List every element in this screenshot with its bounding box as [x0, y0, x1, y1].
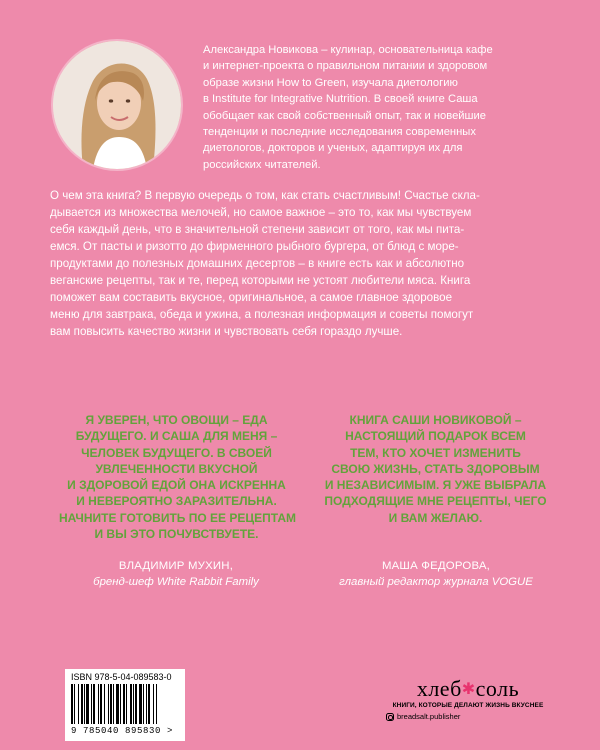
description-line: поможет вам составить вкусное, оригинальное, а самое главное здоровое	[50, 291, 453, 304]
description-line: О чем эта книга? В первую очередь о том, как стать счастливым! Счастье скла-	[50, 189, 480, 202]
quote-line: УВЛЕЧЕННОСТИ ВКУСНОЙ	[95, 461, 258, 476]
quote-line: И НЕЗАВИСИМЫМ. Я УЖЕ ВЫБРАЛА	[324, 478, 547, 493]
publisher-slogan: КНИГИ, КОТОРЫЕ ДЕЛАЮТ ЖИЗНЬ ВКУСНЕЕ	[392, 702, 544, 709]
logo-text-left: хлеб	[416, 676, 462, 701]
quote-line: И ЗДОРОВОЙ ЕДОЙ ОНА ИСКРЕННА	[67, 478, 286, 493]
barcode-number: 9 785040 895830 >	[71, 726, 174, 736]
description-line: дывается из множества мелочей, но самое важное – это то, как мы чувствуем	[50, 206, 472, 219]
quote-line: Я УВЕРЕН, ЧТО ОВОЩИ – ЕДА	[85, 413, 268, 427]
bio-line: образе жизни How to Green, изучала диетологию	[203, 76, 458, 89]
book-description	[50, 187, 555, 340]
author-bio	[203, 42, 548, 173]
barcode-bars	[69, 684, 181, 726]
quote-line: БУДУЩЕГО. И САША ДЛЯ МЕНЯ –	[75, 429, 278, 444]
description-line: веганские рецепты, так и те, перед которыми не устоят любители мяса. Книга	[50, 274, 471, 287]
description-line: емся. От пасты и ризотто до фирменного рыбного бургера, от блюд с море-	[50, 240, 459, 253]
testimonial-quote-left	[59, 412, 297, 542]
quote-line: ЧЕЛОВЕК БУДУЩЕГО. В СВОЕЙ	[81, 445, 272, 460]
instagram-handle	[386, 712, 558, 721]
description-line: вам повысить качество жизни и чувствовать себя гораздо лучше.	[50, 325, 403, 338]
quote-line: НАСТОЯЩИЙ ПОДАРОК ВСЕМ	[345, 429, 526, 444]
publisher-block	[378, 676, 558, 721]
description-line: продуктами до полезных домашних десертов – в книге есть как и абсолютно	[50, 257, 465, 270]
quote-line: СВОЮ ЖИЗНЬ, СТАТЬ ЗДОРОВЫМ	[331, 461, 540, 476]
description-line: себя каждый день, что в значительной степени зависит от того, как мы пита-	[50, 223, 465, 236]
description-line: меню для завтрака, обеда и ужина, а полезная информация и советы помогут	[50, 308, 474, 321]
bio-line: в Institute for Integrative Nutrition. В своей книге Саша	[203, 93, 478, 106]
author-photo	[53, 41, 181, 169]
isbn-barcode	[65, 669, 185, 741]
testimonial-author-role: бренд-шеф White Rabbit Family	[93, 576, 259, 588]
testimonial-attribution-left	[56, 558, 296, 590]
bio-line: тенденции и последние исследования современных	[203, 126, 476, 139]
isbn-text: ISBN 978-5-04-089583-0	[71, 672, 172, 682]
quote-line: И ВАМ ЖЕЛАЮ.	[388, 510, 483, 525]
quote-line: КНИГА САШИ НОВИКОВОЙ –	[349, 413, 522, 427]
bio-line: Александра Новикова – кулинар, основательница кафе	[203, 44, 493, 56]
publisher-logo	[378, 676, 558, 702]
logo-text-right: соль	[475, 676, 520, 701]
testimonial-quote-right	[318, 412, 553, 526]
quote-line: ТЕМ, КТО ХОЧЕТ ИЗМЕНИТЬ	[350, 445, 521, 460]
instagram-icon	[386, 713, 394, 721]
quote-line: И НЕВЕРОЯТНО ЗАРАЗИТЕЛЬНА.	[76, 494, 277, 509]
testimonial-attribution-right	[316, 558, 556, 590]
bio-line: и интернет-проекта о правильном питании и здоровом	[203, 60, 488, 73]
bio-line: обобщает как свой собственный опыт, так и новейшие	[203, 109, 486, 122]
testimonial-author-role: главный редактор журнала VOGUE	[339, 576, 533, 588]
testimonial-author-name: ВЛАДИМИР МУХИН,	[118, 560, 234, 572]
quote-line: НАЧНИТЕ ГОТОВИТЬ ПО ЕЕ РЕЦЕПТАМ	[59, 510, 297, 525]
quote-line: ПОДХОДЯЩИЕ МНЕ РЕЦЕПТЫ, ЧЕГО	[324, 494, 547, 509]
testimonial-author-name: МАША ФЕДОРОВА,	[381, 560, 491, 572]
bio-line: диетологов, докторов и ученых, адаптируя их для	[203, 142, 463, 155]
bio-line: российских читателей.	[203, 158, 321, 171]
logo-star-icon: ✱	[461, 681, 476, 698]
instagram-handle-text: breadsalt.publisher	[397, 712, 461, 721]
quote-line: И ВЫ ЭТО ПОЧУВСТВУЕТЕ.	[94, 527, 259, 542]
